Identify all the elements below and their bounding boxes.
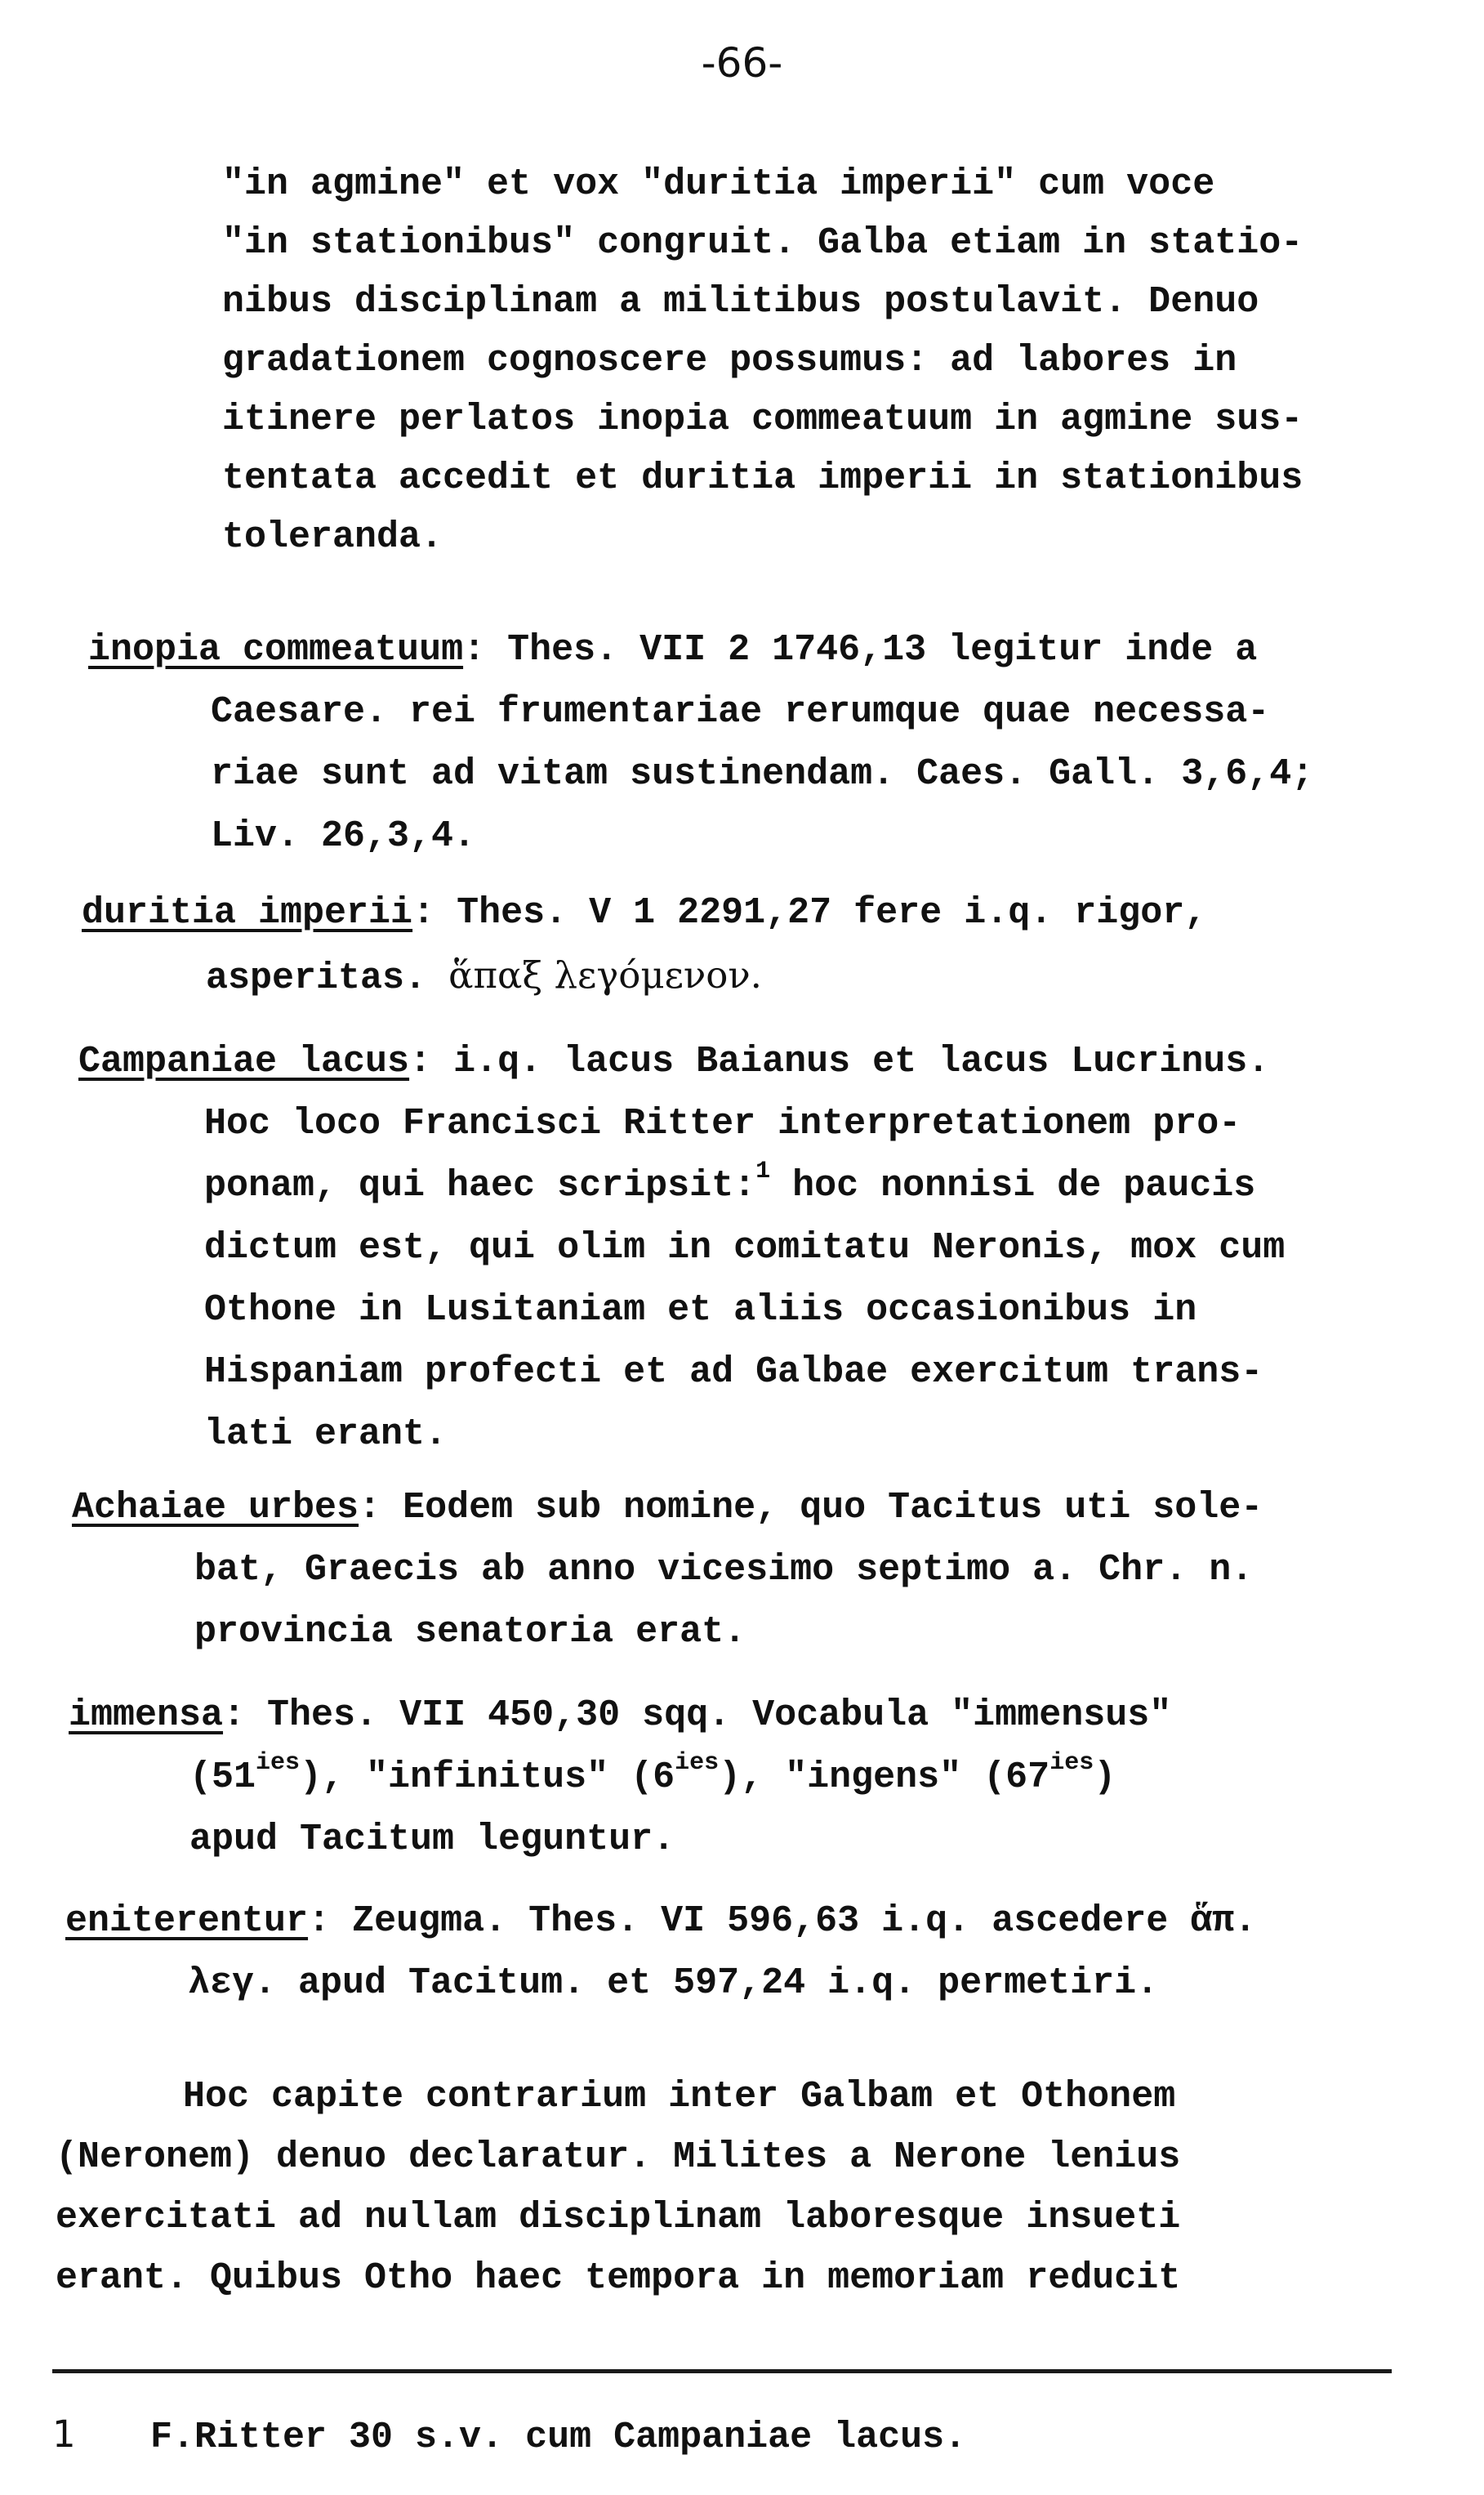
lemma: Achaiae urbes bbox=[72, 1487, 359, 1529]
closing-line: erant. Quibus Otho haec tempora in memoriam reducit bbox=[56, 2257, 1181, 2299]
entry-line: bat, Graecis ab anno vicesimo septimo a. Chr. n. bbox=[194, 1549, 1254, 1591]
greek-phrase: ἅπαξ λεγόμενον. bbox=[448, 953, 762, 997]
lemma: duritia imperii bbox=[82, 892, 413, 934]
intro-line: nibus disciplinam a militibus postulavit. Denuo bbox=[222, 281, 1259, 323]
closing-paragraph bbox=[56, 2067, 1395, 2309]
superscript: ies bbox=[1049, 1749, 1094, 1777]
closing-line: exercitati ad nullam disciplinam laboresque insueti bbox=[56, 2197, 1181, 2238]
lemma: inopia commeatuum bbox=[88, 629, 464, 671]
entry-text: ) bbox=[1094, 1756, 1116, 1798]
entry-text: : Thes. VII 450,30 sqq. Vocabula "immensus" bbox=[223, 1694, 1172, 1736]
footnote bbox=[52, 2410, 966, 2462]
entry-line: provincia senatoria erat. bbox=[194, 1611, 746, 1653]
entry-duritia-imperii bbox=[82, 882, 1405, 1010]
entry-text: (51 bbox=[189, 1756, 256, 1798]
intro-line: itinere perlatos inopia commeatuum in agmine sus- bbox=[222, 399, 1304, 440]
entry-text: asperitas. bbox=[206, 957, 449, 999]
footnote-mark: 1 bbox=[52, 2412, 76, 2456]
page-number: -66- bbox=[701, 39, 783, 87]
entry-text: ), "ingens" (67 bbox=[719, 1756, 1050, 1798]
entry-text: : Eodem sub nomine, quo Tacitus uti sole- bbox=[359, 1487, 1263, 1529]
lemma: immensa bbox=[69, 1694, 224, 1736]
footnote-reference: 1 bbox=[755, 1158, 771, 1185]
entry-immensa bbox=[69, 1685, 1408, 1871]
intro-line: "in agmine" et vox "duritia imperii" cum voce bbox=[222, 163, 1215, 205]
entry-achaiae-urbes bbox=[72, 1477, 1395, 1663]
entry-line: Hispaniam profecti et ad Galbae exercitum trans- bbox=[204, 1351, 1263, 1393]
entry-line: lati erant. bbox=[204, 1413, 448, 1455]
entry-line: λεγ. apud Tacitum. et 597,24 i.q. permetiri. bbox=[188, 1962, 1159, 2004]
intro-paragraph bbox=[222, 155, 1398, 567]
entry-text: : Thes. VII 2 1746,13 legitur inde a bbox=[463, 629, 1258, 671]
intro-line: gradationem cognoscere possumus: ad labores in bbox=[222, 340, 1237, 382]
entry-text: : Zeugma. Thes. VI 596,63 i.q. ascedere ἅπ. bbox=[308, 1900, 1257, 1942]
superscript: ies bbox=[675, 1749, 720, 1777]
entry-eniterentur bbox=[65, 1890, 1405, 2015]
entry-line: Liv. 26,3,4. bbox=[211, 815, 476, 857]
entry-campaniae-lacus bbox=[78, 1031, 1402, 1466]
footnote-divider bbox=[52, 2369, 1392, 2373]
closing-line: (Neronem) denuo declaratur. Milites a Nerone lenius bbox=[56, 2136, 1181, 2178]
closing-line: Hoc capite contrarium inter Galbam et Othonem bbox=[183, 2076, 1176, 2118]
footnote-text: F.Ritter 30 s.v. cum Campaniae lacus. bbox=[150, 2417, 967, 2458]
entry-line: Othone in Lusitaniam et aliis occasionibus in bbox=[204, 1289, 1197, 1331]
intro-line: toleranda. bbox=[222, 516, 443, 558]
lemma: Campaniae lacus bbox=[78, 1041, 410, 1082]
lemma: eniterentur bbox=[65, 1900, 309, 1942]
entry-line: Hoc loco Francisci Ritter interpretationem pro- bbox=[204, 1103, 1241, 1145]
superscript: ies bbox=[256, 1749, 301, 1777]
entry-inopia-commeatuum bbox=[88, 619, 1411, 868]
entry-line: dictum est, qui olim in comitatu Neronis, mox cum bbox=[204, 1227, 1286, 1269]
entry-text: : Thes. V 1 2291,27 fere i.q. rigor, bbox=[412, 892, 1207, 934]
entry-line: Caesare. rei frumentariae rerumque quae necessa- bbox=[211, 691, 1270, 733]
entry-line: apud Tacitum leguntur. bbox=[189, 1819, 675, 1860]
intro-line: "in stationibus" congruit. Galba etiam in statio- bbox=[222, 222, 1304, 264]
entry-text: : i.q. lacus Baianus et lacus Lucrinus. bbox=[409, 1041, 1270, 1082]
entry-text: ponam, qui haec scripsit: bbox=[204, 1165, 756, 1207]
entry-text: ), "infinitus" (6 bbox=[300, 1756, 675, 1798]
intro-line: tentata accedit et duritia imperii in stationibus bbox=[222, 457, 1304, 499]
entry-text: hoc nonnisi de paucis bbox=[770, 1165, 1256, 1207]
entry-line: riae sunt ad vitam sustinendam. Caes. Gall. 3,6,4; bbox=[211, 753, 1314, 795]
